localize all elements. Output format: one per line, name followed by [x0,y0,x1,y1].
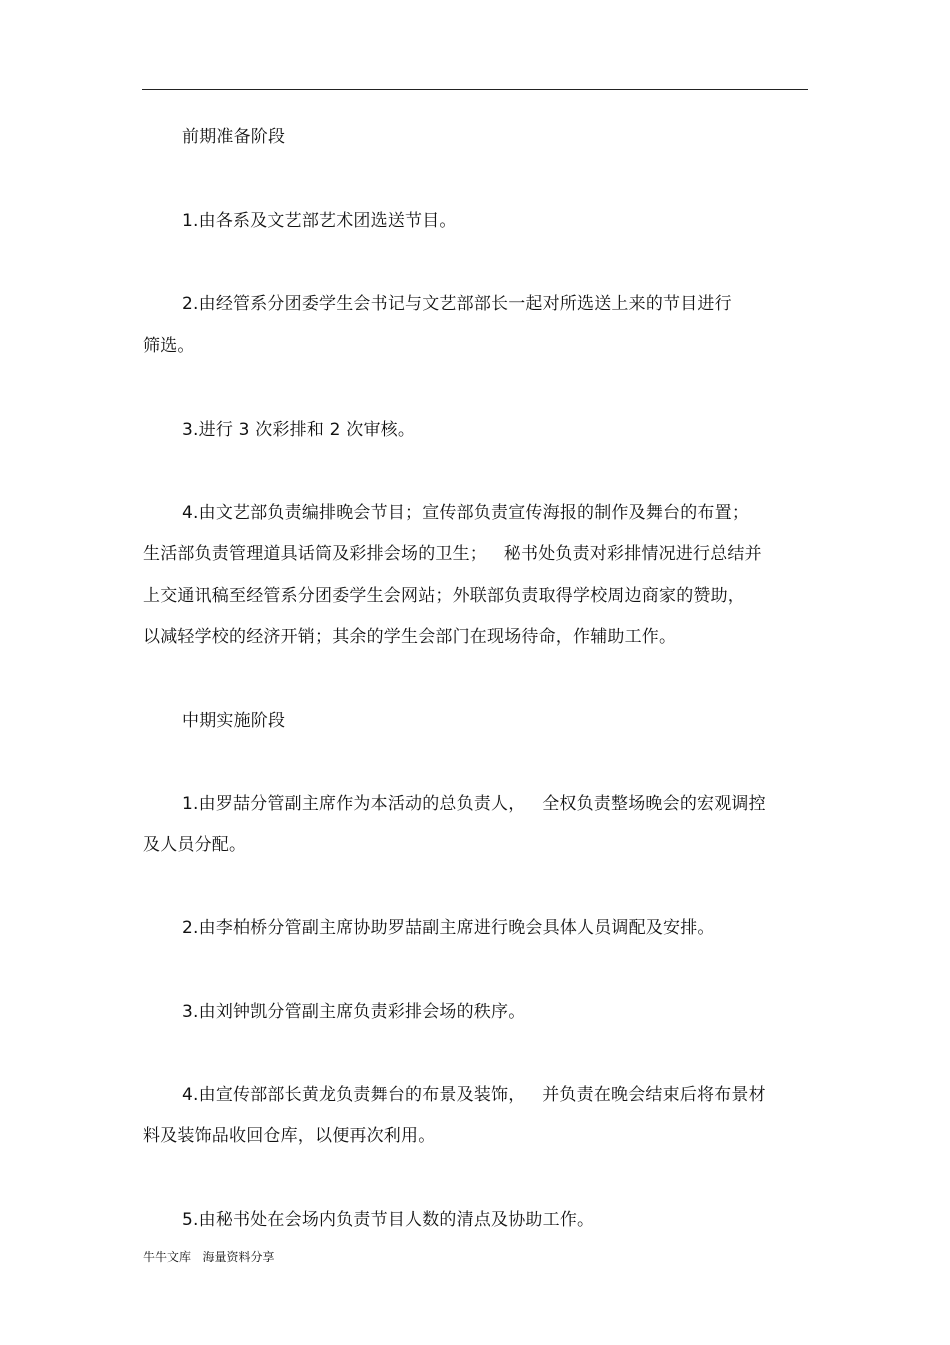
paragraph-line: 2.由经管系分团委学生会书记与文艺部部长一起对所选送上来的节目进行 [182,294,732,314]
header-rule [142,89,808,90]
paragraph-line: 以减轻学校的经济开销；其余的学生会部门在现场待命，作辅助工作。 [143,627,677,647]
paragraph-line: 1.由各系及文艺部艺术团选送节目。 [182,211,457,231]
paragraph-line: 4.由宣传部部长黄龙负责舞台的布景及装饰， 并负责在晚会结束后将布景材 [182,1085,766,1105]
paragraph-line: 上交通讯稿至经管系分团委学生会网站；外联部负责取得学校周边商家的赞助， [143,586,745,606]
paragraph-line: 1.由罗喆分管副主席作为本活动的总负责人， 全权负责整场晚会的宏观调控 [182,794,766,814]
section-heading-preparation: 前期准备阶段 [182,127,286,147]
paragraph-line: 筛选。 [143,336,195,356]
paragraph-line: 5.由秘书处在会场内负责节目人数的清点及协助工作。 [182,1210,595,1230]
paragraph-line: 3.进行 3 次彩排和 2 次审核。 [182,420,416,440]
paragraph-line: 及人员分配。 [143,835,247,855]
paragraph-line: 4.由文艺部负责编排晚会节目；宣传部负责宣传海报的制作及舞台的布置； [182,503,750,523]
page-footer: 牛牛文库 海量资料分享 [143,1250,275,1264]
paragraph-line: 2.由李柏桥分管副主席协助罗喆副主席进行晚会具体人员调配及安排。 [182,918,715,938]
paragraph-line: 料及装饰品收回仓库，以便再次利用。 [143,1126,436,1146]
section-heading-implementation: 中期实施阶段 [182,711,286,731]
paragraph-line: 3.由刘钟凯分管副主席负责彩排会场的秩序。 [182,1002,526,1022]
paragraph-line: 生活部负责管理道具话筒及彩排会场的卫生； 秘书处负责对彩排情况进行总结并 [143,544,762,564]
